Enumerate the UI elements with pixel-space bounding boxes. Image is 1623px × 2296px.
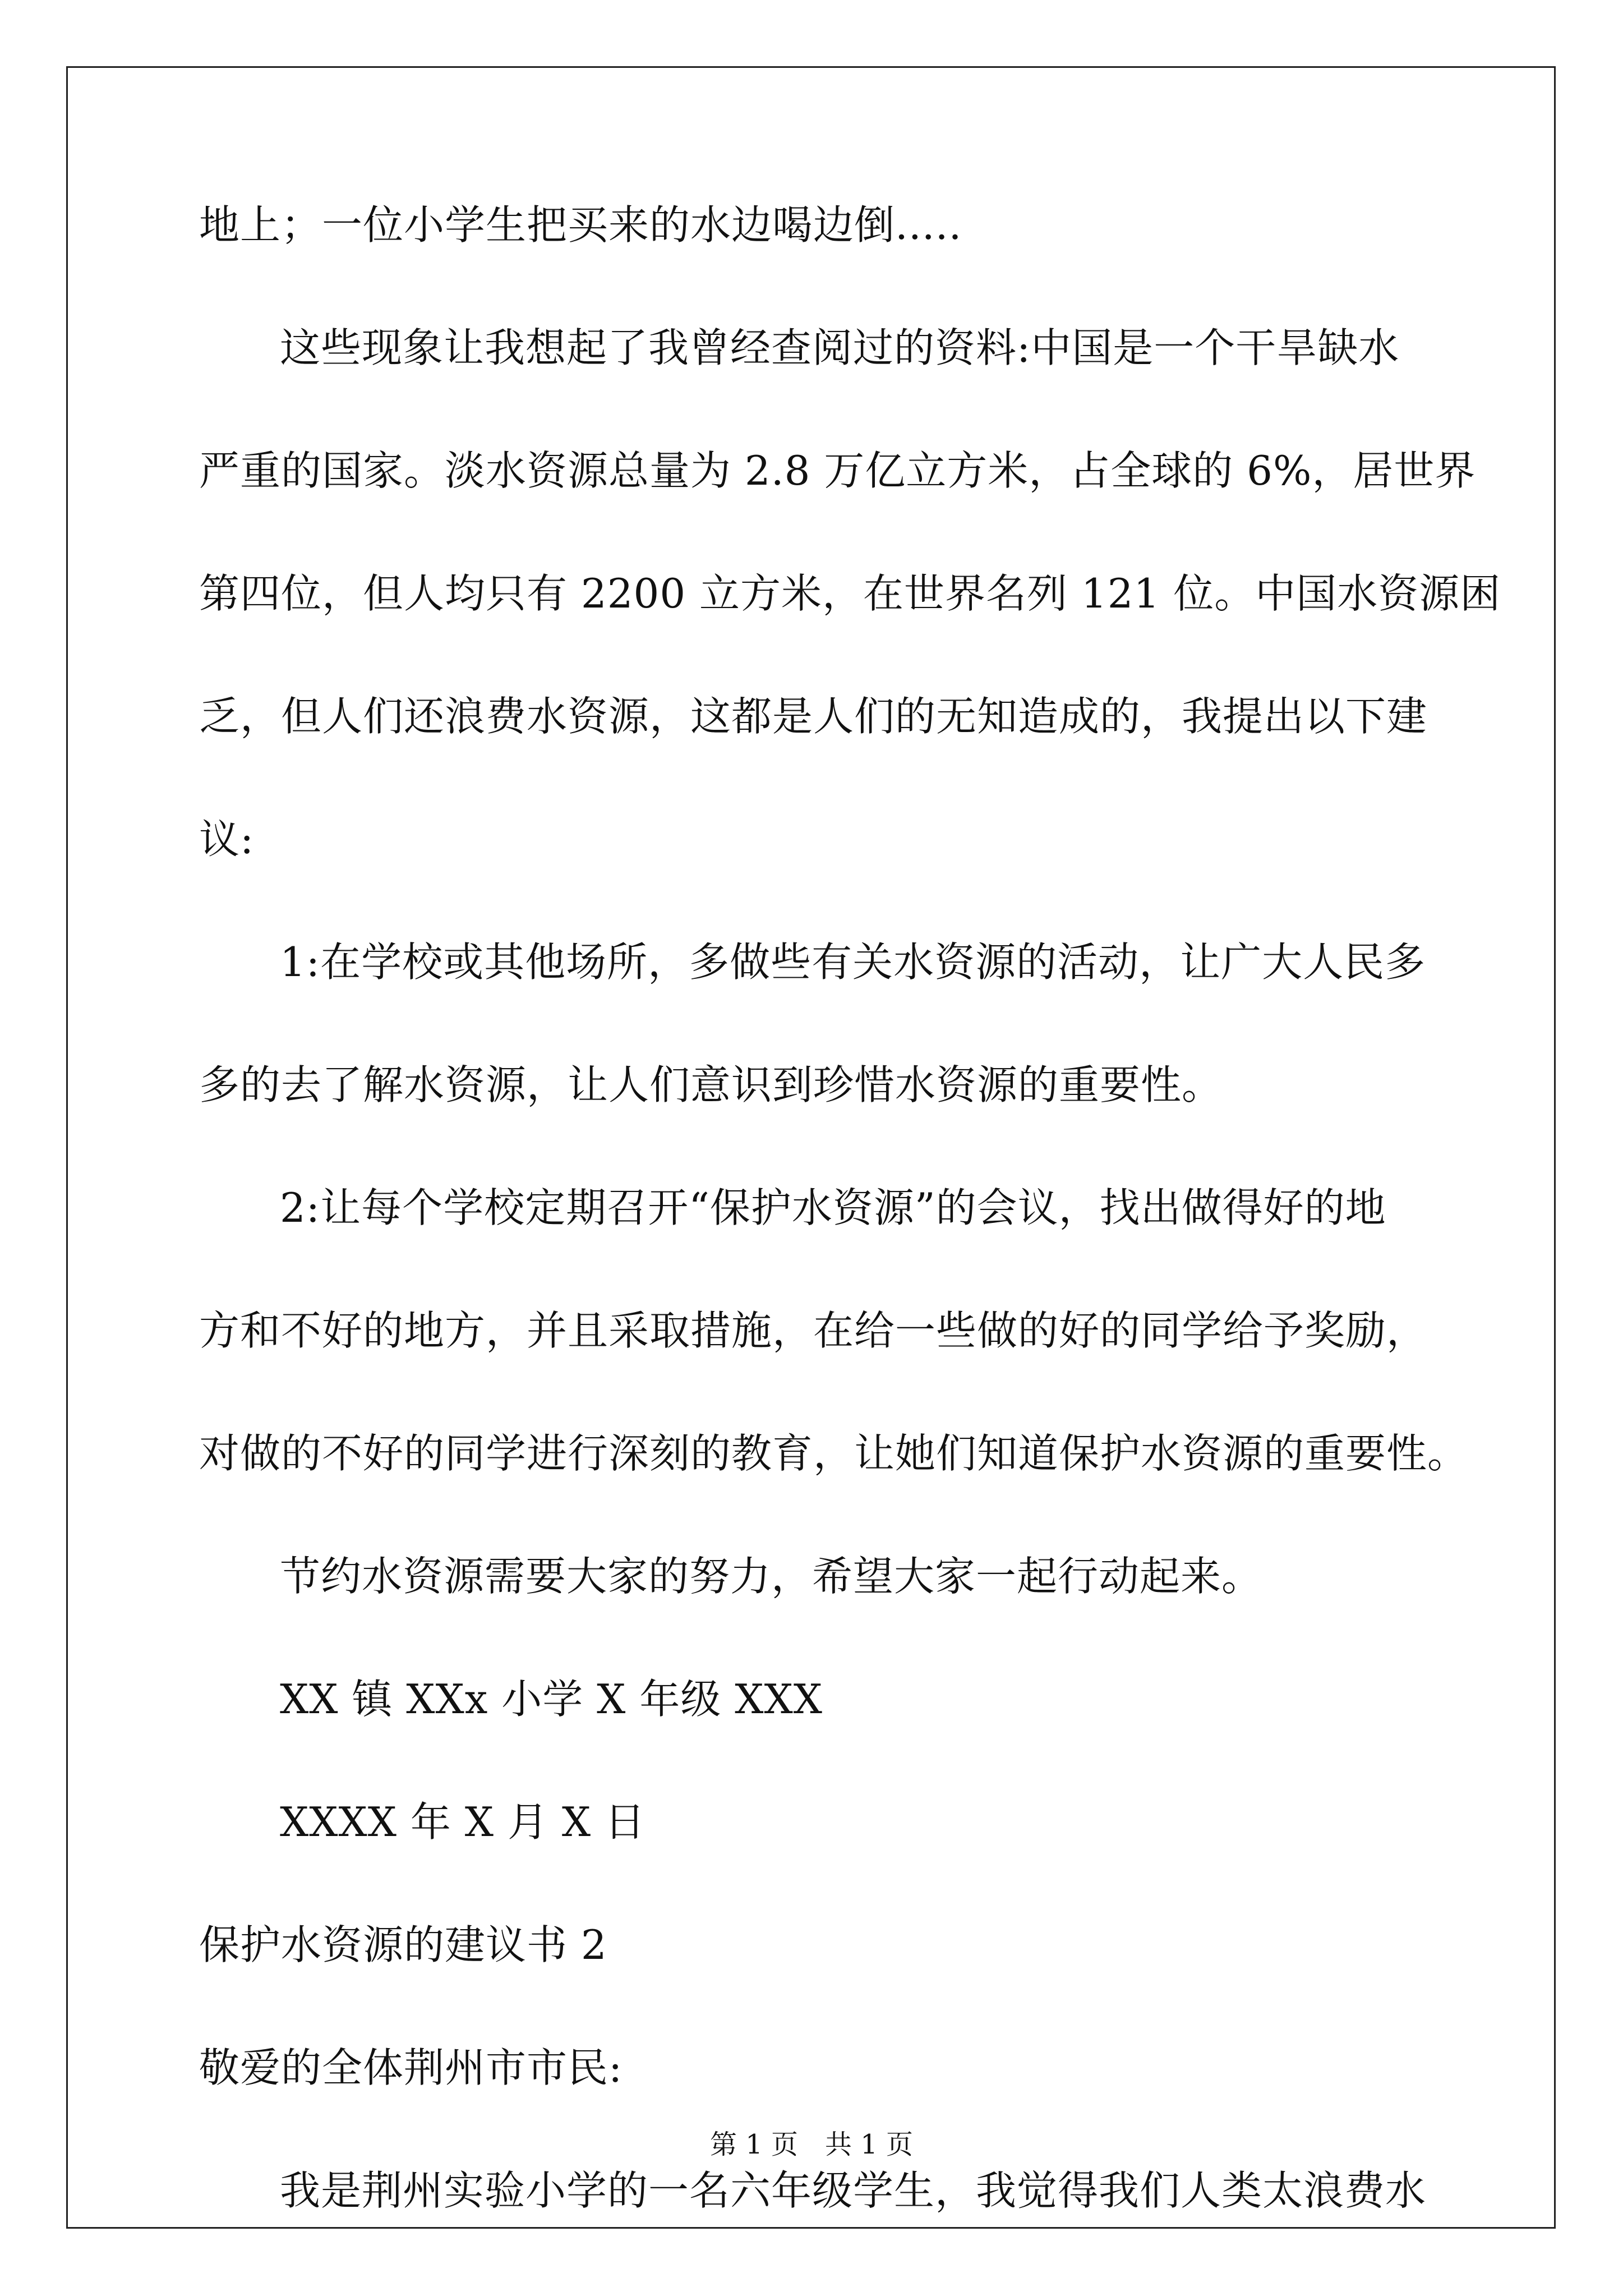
text-line: 2:让每个学校定期召开“保护水资源”的会议，找出做得好的地 xyxy=(280,1184,1386,1231)
page-total: 共 1 页 xyxy=(825,2129,914,2160)
text-line: 严重的国家。淡水资源总量为 2.8 万亿立方米，占全球的 6%，居世界 xyxy=(199,447,1476,494)
date-line: XXXX 年 X 月 X 日 xyxy=(280,1798,645,1846)
page-footer xyxy=(0,2129,1623,2160)
text-line: 这些现象让我想起了我曾经查阅过的资料:中国是一个干旱缺水 xyxy=(280,324,1400,371)
text-line: 节约水资源需要大家的努力，希望大家一起行动起来。 xyxy=(280,1553,1263,1600)
page-number: 第 1 页 xyxy=(709,2129,798,2160)
signature-line: XX 镇 XXx 小学 X 年级 XXX xyxy=(280,1676,823,1723)
text-line: 乏，但人们还浪费水资源，这都是人们的无知造成的，我提出以下建 xyxy=(199,693,1428,740)
text-line: 第四位，但人均只有 2200 立方米，在世界名列 121 位。中国水资源困 xyxy=(199,570,1501,617)
text-line: 我是荆州实验小学的一名六年级学生，我觉得我们人类太浪费水 xyxy=(280,2167,1427,2214)
section-title: 保护水资源的建议书 2 xyxy=(199,1921,607,1968)
text-line: 地上；一位小学生把买来的水边喝边倒..... xyxy=(199,201,962,249)
salutation: 敬爱的全体荆州市市民: xyxy=(199,2044,623,2091)
text-line: 1:在学校或其他场所，多做些有关水资源的活动，让广大人民多 xyxy=(280,938,1426,986)
text-line: 方和不好的地方，并且采取措施，在给一些做的好的同学给予奖励， xyxy=(199,1307,1428,1354)
text-line: 多的去了解水资源，让人们意识到珍惜水资源的重要性。 xyxy=(199,1061,1223,1108)
document-body xyxy=(199,201,1501,2290)
text-line: 议: xyxy=(199,816,255,863)
text-line: 对做的不好的同学进行深刻的教育，让她们知道保护水资源的重要性。 xyxy=(199,1430,1469,1477)
